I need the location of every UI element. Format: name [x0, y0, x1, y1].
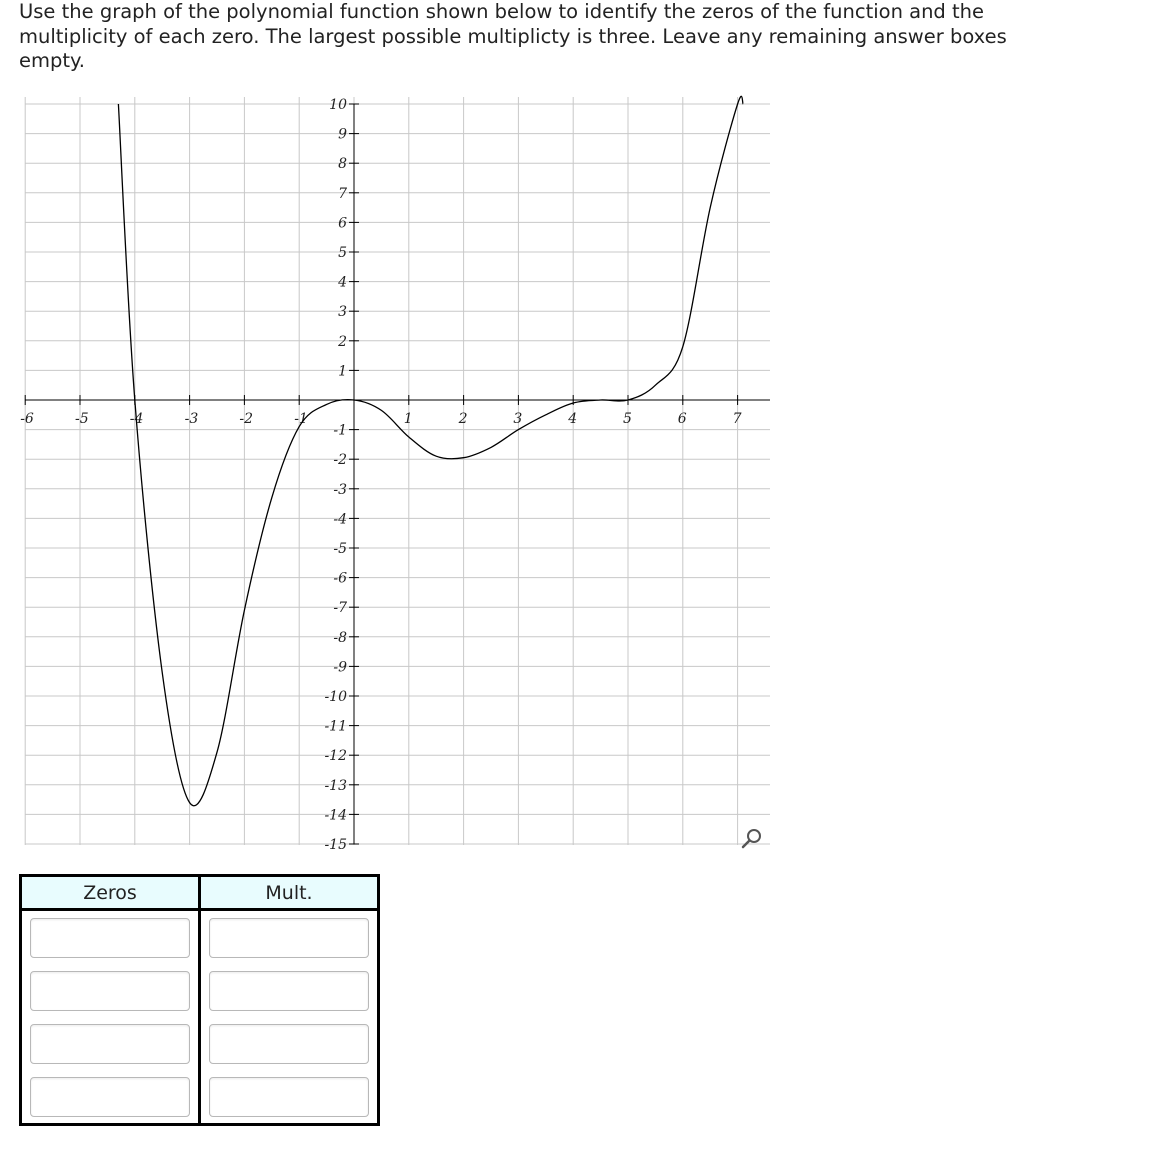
- zeros-column-header: Zeros: [21, 876, 200, 910]
- y-tick-label: -12: [324, 748, 347, 765]
- table-row: [21, 910, 379, 965]
- tick-labels: [20, 97, 741, 853]
- mult-input-3[interactable]: [209, 1024, 369, 1064]
- zero-input-2[interactable]: [30, 971, 190, 1011]
- polynomial-graph: [0, 90, 800, 860]
- x-tick-label: -1: [294, 411, 308, 427]
- table-row: [21, 964, 379, 1017]
- y-tick-label: -8: [333, 629, 347, 646]
- mult-cell: [200, 964, 379, 1017]
- mult-input-4[interactable]: [209, 1077, 369, 1117]
- y-tick-label: 4: [338, 274, 347, 291]
- zero-input-4[interactable]: [30, 1077, 190, 1117]
- x-tick-label: -2: [239, 411, 254, 427]
- y-tick-label: -7: [333, 600, 347, 617]
- mult-input-2[interactable]: [209, 971, 369, 1011]
- x-tick-label: -4: [129, 411, 144, 427]
- x-tick-label: 7: [732, 411, 742, 427]
- table-row: [21, 1070, 379, 1125]
- zero-input-3[interactable]: [30, 1024, 190, 1064]
- y-tick-label: -4: [333, 511, 347, 528]
- y-tick-label: -6: [333, 570, 347, 587]
- mult-input-1[interactable]: [209, 918, 369, 958]
- x-tick-label: 3: [513, 411, 523, 427]
- zero-cell: [21, 1017, 200, 1070]
- y-tick-label: -15: [324, 837, 347, 853]
- x-tick-label: -6: [20, 411, 34, 427]
- question-text: Use the graph of the polynomial function shown below to identify the zeros of the function and the multiplicity of each zero. The largest possible multiplicty is three. Leave any remaining answer boxes empty.: [19, 0, 1007, 72]
- x-tick-label: 4: [568, 411, 578, 427]
- y-tick-label: -3: [333, 481, 347, 498]
- grid-lines: [25, 97, 770, 845]
- x-tick-label: 1: [403, 411, 413, 427]
- y-tick-label: 7: [338, 185, 347, 202]
- mult-cell: [200, 1070, 379, 1125]
- y-tick-label: -5: [333, 541, 347, 557]
- y-tick-label: 8: [338, 156, 347, 173]
- y-tick-label: 10: [329, 97, 347, 113]
- axes: [25, 104, 770, 844]
- x-tick-label: 5: [623, 411, 632, 427]
- x-tick-label: 2: [458, 411, 468, 427]
- zero-cell: [21, 910, 200, 965]
- curve-layer: [118, 96, 743, 805]
- y-tick-label: 6: [338, 215, 347, 232]
- y-tick-label: -1: [333, 422, 347, 439]
- y-tick-label: 5: [338, 245, 347, 261]
- mult-column-header: Mult.: [200, 876, 379, 910]
- y-tick-label: 1: [338, 363, 347, 380]
- y-tick-label: -14: [324, 807, 347, 824]
- y-tick-label: -10: [324, 689, 347, 705]
- mult-cell: [200, 1017, 379, 1070]
- y-tick-label: -13: [324, 777, 347, 794]
- x-tick-label: 6: [677, 411, 687, 427]
- y-tick-label: -11: [324, 718, 347, 735]
- y-tick-label: 3: [338, 304, 347, 321]
- table-row: [21, 1017, 379, 1070]
- x-tick-label: -3: [184, 411, 199, 427]
- zero-cell: [21, 1070, 200, 1125]
- answer-table: [19, 874, 380, 1126]
- polynomial-curve: [118, 96, 743, 805]
- mult-cell: [200, 910, 379, 965]
- x-tick-label: -5: [75, 411, 89, 427]
- zero-input-1[interactable]: [30, 918, 190, 958]
- graph-container: [0, 90, 800, 864]
- y-tick-label: 2: [338, 333, 347, 350]
- y-tick-label: -2: [333, 452, 347, 469]
- y-tick-label: 9: [338, 126, 347, 143]
- zero-cell: [21, 964, 200, 1017]
- y-tick-label: -9: [333, 659, 347, 676]
